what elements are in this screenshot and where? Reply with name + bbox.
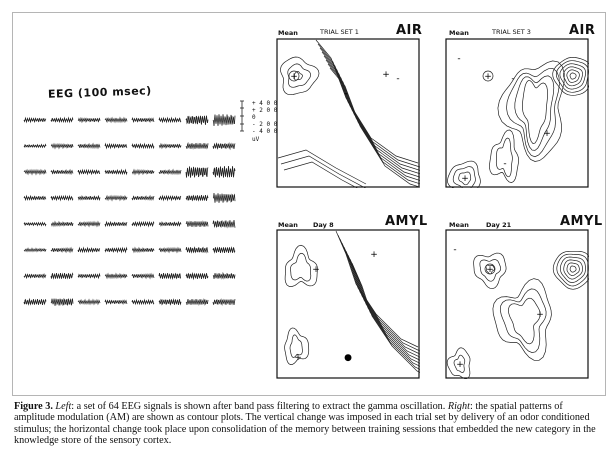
eeg-trace xyxy=(213,166,235,178)
contour-line xyxy=(281,156,369,188)
scale-label: - 4 0 0 xyxy=(252,128,278,135)
eeg-trace xyxy=(159,273,181,279)
eeg-trace xyxy=(78,274,100,278)
eeg-trace xyxy=(51,118,73,122)
eeg-trace xyxy=(51,299,73,306)
contour-line xyxy=(278,150,366,184)
contour-line xyxy=(281,57,320,95)
eeg-trace xyxy=(159,248,181,252)
eeg-trace xyxy=(78,248,100,252)
eeg-trace xyxy=(186,273,208,279)
eeg-trace xyxy=(132,222,154,226)
contour-line xyxy=(336,231,418,347)
eeg-trace xyxy=(186,247,208,252)
contour-sign-marker: + xyxy=(382,70,390,80)
contour-line xyxy=(500,289,546,353)
contour-sign-marker: + xyxy=(370,250,378,260)
eeg-trace xyxy=(132,196,154,200)
contour-line xyxy=(553,57,589,95)
scale-unit: uV xyxy=(252,136,260,143)
eeg-trace xyxy=(51,144,73,148)
eeg-trace xyxy=(51,248,73,252)
eeg-trace xyxy=(105,170,127,174)
contour-sign-marker: + xyxy=(290,72,298,82)
contour-sign-marker: + xyxy=(536,310,544,320)
eeg-trace xyxy=(105,118,127,122)
eeg-trace xyxy=(51,196,73,200)
plot-mean-label: Mean xyxy=(278,29,298,37)
eeg-trace xyxy=(186,143,208,149)
eeg-trace xyxy=(159,144,181,148)
eeg-trace xyxy=(213,114,235,126)
caption-label: Figure 3. xyxy=(14,401,53,412)
plot-odor-label: AIR xyxy=(569,23,596,38)
contour-sign-marker: + xyxy=(484,72,492,82)
contour-line xyxy=(570,73,576,79)
plot-session-label: TRIAL SET 3 xyxy=(492,28,531,36)
contour-sign-marker: + xyxy=(312,265,320,275)
eeg-trace xyxy=(78,300,100,304)
eeg-trace xyxy=(105,274,127,278)
plot-odor-label: AMYL xyxy=(385,214,428,229)
eeg-trace xyxy=(24,299,46,305)
eeg-trace xyxy=(105,144,127,148)
eeg-trace xyxy=(105,196,127,200)
caption-left-text: : a set of 64 EEG signals is shown after band pass filtering to extract the gamma oscillation. xyxy=(71,401,446,412)
contour-line xyxy=(338,235,420,351)
plot-border xyxy=(446,39,588,187)
eeg-trace xyxy=(132,170,154,174)
contour-line xyxy=(567,263,579,276)
eeg-trace xyxy=(105,248,127,252)
contour-line xyxy=(348,255,420,371)
eeg-trace xyxy=(78,118,100,122)
contour-line xyxy=(490,130,519,183)
contour-line xyxy=(346,251,420,367)
eeg-trace xyxy=(159,118,181,122)
eeg-trace xyxy=(213,220,235,228)
contour-line xyxy=(340,239,420,355)
contour-sign-marker: + xyxy=(461,174,469,184)
eeg-trace xyxy=(24,118,46,122)
eeg-trace xyxy=(186,195,208,201)
plot-odor-label: AMYL xyxy=(560,214,603,229)
plot-mean-label: Mean xyxy=(449,221,469,229)
eeg-trace xyxy=(24,145,46,148)
eeg-signal-grid xyxy=(22,96,237,311)
contour-sign-marker: - xyxy=(511,74,515,84)
plot-session-label: Day 8 xyxy=(313,221,334,229)
eeg-trace xyxy=(132,118,154,122)
eeg-trace xyxy=(24,170,46,174)
eeg-trace xyxy=(51,170,73,174)
contour-line xyxy=(570,266,576,272)
eeg-trace xyxy=(105,300,127,304)
eeg-title: EEG (100 msec) xyxy=(47,84,152,101)
plot-mean-label: Mean xyxy=(449,29,469,37)
plot-session-label: TRIAL SET 1 xyxy=(320,28,359,36)
eeg-trace xyxy=(186,166,208,177)
eeg-trace xyxy=(159,222,181,226)
contour-line xyxy=(284,162,372,188)
eeg-trace xyxy=(213,193,235,203)
eeg-trace xyxy=(132,248,154,252)
eeg-trace xyxy=(24,223,46,226)
eeg-trace xyxy=(213,143,235,148)
scale-label: 0 xyxy=(252,114,256,121)
eeg-trace xyxy=(24,249,46,252)
eeg-trace xyxy=(78,196,100,200)
contour-sign-marker: + xyxy=(486,265,494,275)
eeg-trace xyxy=(78,222,100,226)
contour-line xyxy=(567,70,580,83)
contour-sign-marker: - xyxy=(344,89,348,99)
caption-left-word: Left xyxy=(55,401,72,412)
eeg-trace xyxy=(78,170,100,174)
plot-odor-label: AIR xyxy=(396,23,423,38)
eeg-trace xyxy=(105,222,127,226)
eeg-trace xyxy=(51,273,73,279)
eeg-trace xyxy=(213,247,235,253)
contour-line xyxy=(318,44,420,167)
plot-mean-label: Mean xyxy=(278,221,298,229)
contour-sign-marker: + xyxy=(294,353,302,363)
contour-plot-amyl-day-21 xyxy=(445,229,589,379)
contour-plot-air-trial-set-3 xyxy=(445,38,589,188)
contour-line xyxy=(515,76,554,151)
contour-line xyxy=(557,254,589,286)
contour-sign-marker: ● xyxy=(344,353,352,363)
contour-plot-amyl-day-8 xyxy=(276,229,420,379)
contour-line xyxy=(291,253,311,281)
scale-label: - 2 0 0 xyxy=(252,121,278,128)
contour-line xyxy=(320,48,420,171)
contour-sign-marker: - xyxy=(503,159,507,169)
scale-label: + 2 0 0 xyxy=(252,107,278,114)
caption-right-word: Right xyxy=(447,401,470,412)
contour-sign-marker: - xyxy=(396,74,400,84)
eeg-trace xyxy=(78,144,100,148)
eeg-trace xyxy=(186,299,208,305)
eeg-trace xyxy=(159,170,181,174)
contour-plot-air-trial-set-1 xyxy=(276,38,420,188)
eeg-trace xyxy=(213,273,235,279)
contour-sign-marker: + xyxy=(456,360,464,370)
eeg-trace xyxy=(159,299,181,305)
contour-line xyxy=(342,243,420,359)
eeg-trace xyxy=(132,274,154,278)
contour-line xyxy=(316,40,418,163)
eeg-trace xyxy=(24,274,46,278)
eeg-trace xyxy=(159,196,181,200)
eeg-trace xyxy=(186,116,208,125)
eeg-trace xyxy=(132,300,154,304)
eeg-trace xyxy=(186,221,208,227)
figure-caption xyxy=(14,401,606,447)
eeg-trace xyxy=(132,144,154,148)
contour-sign-marker: - xyxy=(457,54,461,64)
contour-sign-marker: + xyxy=(543,129,551,139)
eeg-trace xyxy=(51,222,73,226)
scale-label: + 4 0 0 xyxy=(252,100,278,107)
eeg-trace xyxy=(213,299,235,305)
eeg-trace xyxy=(24,196,46,200)
caption-right-text: : the spatial patterns of amplitude modulation (AM) are shown as contour plots. The vertical change was imposed in each trial set by delivery of an odor conditioned stimulus; the horizontal change took place upon consolidation of the memory between training sessions that embedded the new category in the knowledge store of the sensory cortex. xyxy=(14,401,596,447)
voltage-scale-bar xyxy=(238,100,248,132)
contour-sign-marker: - xyxy=(453,245,457,255)
plot-session-label: Day 21 xyxy=(486,221,512,229)
